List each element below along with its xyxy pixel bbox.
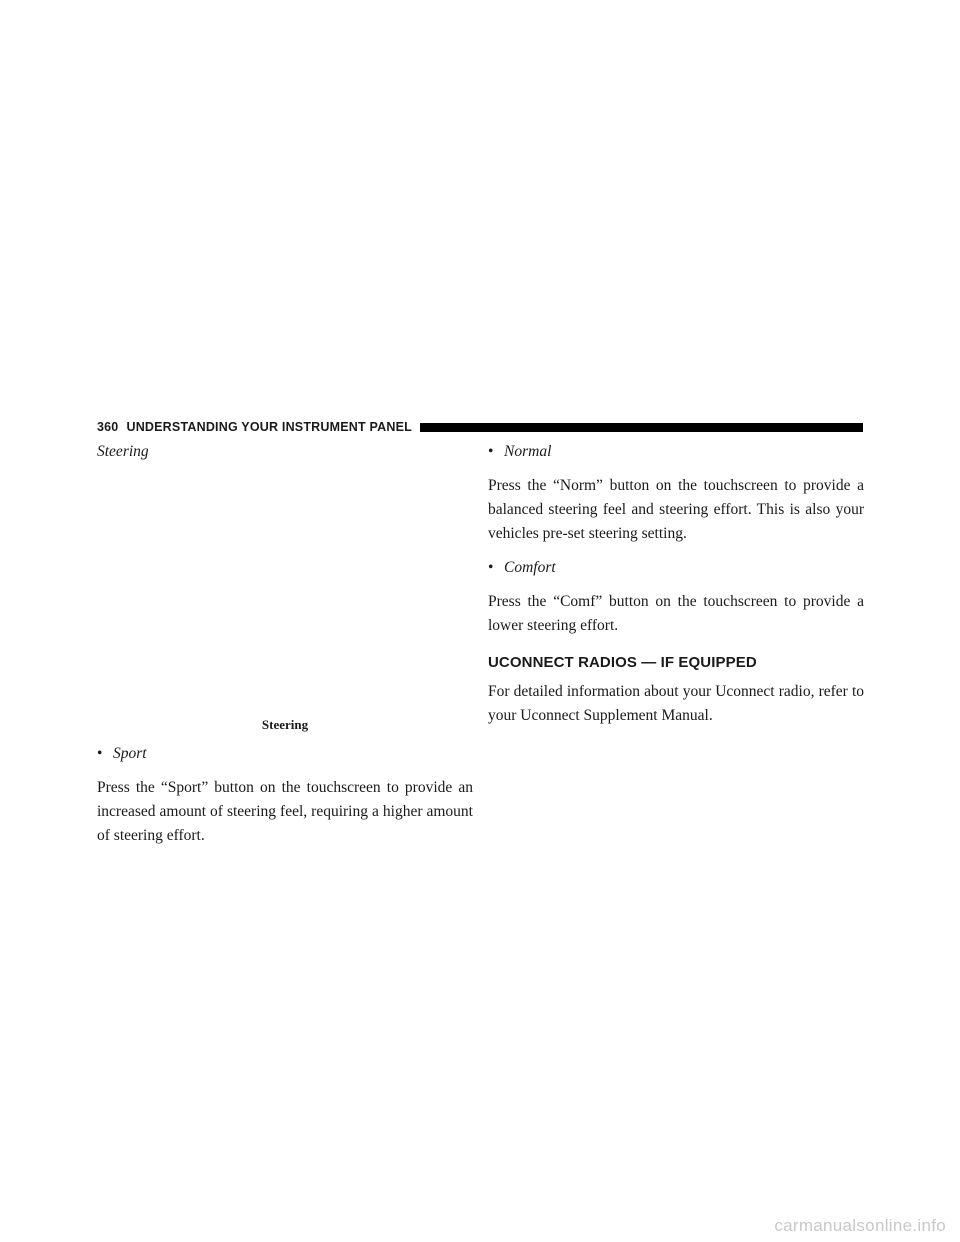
right-column xyxy=(488,440,864,738)
normal-paragraph: Press the “Norm” button on the touchscreen to provide a balanced steering feel and steering effort. This is also your vehicles pre-set steering setting. xyxy=(488,477,864,542)
sport-paragraph: Press the “Sport” button on the touchscreen to provide an increased amount of steering feel, requiring a higher amount of steering effort. xyxy=(97,779,473,844)
section-title: UNDERSTANDING YOUR INSTRUMENT PANEL xyxy=(126,420,412,434)
steering-subheading: Steering xyxy=(97,443,149,460)
bullet-comfort xyxy=(488,556,864,580)
bullet-label: Normal xyxy=(504,443,552,460)
bullet-label: Sport xyxy=(113,745,147,762)
left-column xyxy=(97,440,473,858)
bullet-normal xyxy=(488,440,864,464)
page-number: 360 xyxy=(97,420,119,434)
bullet-label: Comfort xyxy=(504,559,556,576)
bullet-icon: • xyxy=(488,559,494,576)
bullet-icon: • xyxy=(488,443,494,460)
watermark: carmanualsonline.info xyxy=(774,1216,946,1235)
bullet-sport xyxy=(97,742,473,766)
steering-figure xyxy=(97,464,473,716)
uconnect-paragraph: For detailed information about your Uconnect radio, refer to your Uconnect Supplement Manual. xyxy=(488,683,864,724)
figure-caption: Steering xyxy=(261,717,309,732)
comfort-paragraph: Press the “Comf” button on the touchscreen to provide a lower steering effort. xyxy=(488,593,864,634)
page-header xyxy=(97,418,863,436)
header-rule xyxy=(420,423,863,432)
bullet-icon: • xyxy=(97,745,103,762)
uconnect-heading: UCONNECT RADIOS — IF EQUIPPED xyxy=(488,654,757,671)
